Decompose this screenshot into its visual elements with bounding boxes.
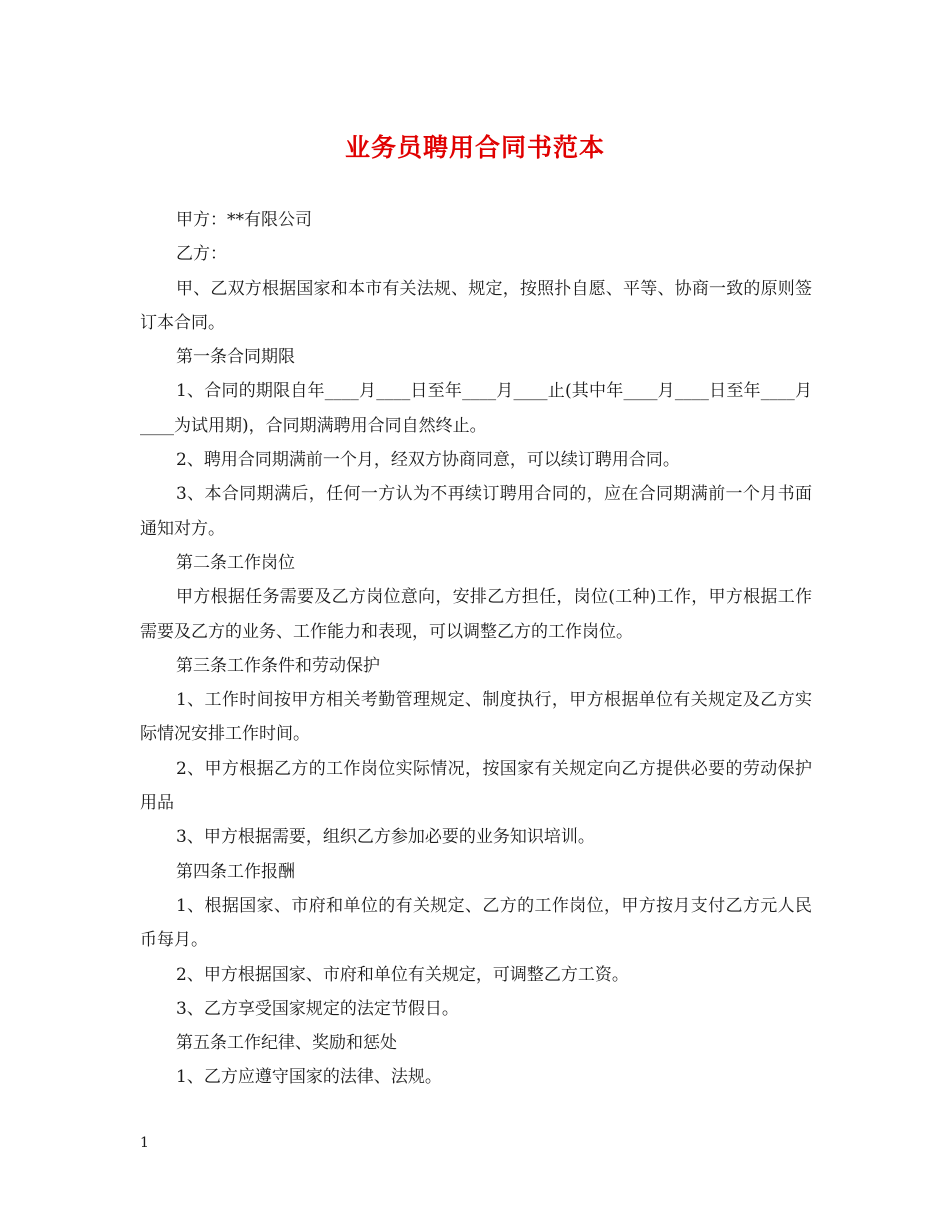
clause-paragraph: 1、合同的期限自年____月____日至年____月____止(其中年____月____日至年____月____为试用期)，合同期满聘用合同自然终止。: [140, 381, 812, 436]
page-number: 1: [140, 1135, 149, 1151]
clause-paragraph: 2、聘用合同期满前一个月，经双方协商同意，可以续订聘用合同。: [176, 450, 680, 471]
article-heading: 第五条工作纪律、奖励和惩处: [176, 1033, 397, 1054]
clause-paragraph: 3、甲方根据需要，组织乙方参加必要的业务知识培训。: [176, 827, 595, 848]
article-heading: 第二条工作岗位: [176, 552, 295, 573]
document-body: [140, 203, 812, 1095]
clause-paragraph: 2、甲方根据乙方的工作岗位实际情况，按国家有关规定向乙方提供必要的劳动保护用品: [140, 758, 812, 814]
clause-paragraph: 1、根据国家、市府和单位的有关规定、乙方的工作岗位，甲方按月支付乙方元人民币每月。: [140, 895, 812, 951]
clause-paragraph: 1、工作时间按甲方相关考勤管理规定、制度执行，甲方根据单位有关规定及乙方实际情况安排工作时间。: [140, 690, 812, 745]
party-a-line: 甲方：**有限公司: [176, 210, 312, 230]
article-heading: 第三条工作条件和劳动保护: [176, 655, 380, 676]
clause-paragraph: 甲方根据任务需要及乙方岗位意向，安排乙方担任，岗位(工种)工作，甲方根据工作需要及乙方的业务、工作能力和表现，可以调整乙方的工作岗位。: [140, 587, 812, 642]
document-title: 业务员聘用合同书范本: [344, 133, 605, 162]
clause-paragraph: 3、乙方享受国家规定的法定节假日。: [176, 998, 459, 1019]
clause-paragraph: 2、甲方根据国家、市府和单位有关规定，可调整乙方工资。: [176, 964, 629, 985]
clause-paragraph: 3、本合同期满后，任何一方认为不再续订聘用合同的，应在合同期满前一个月书面通知对方。: [140, 484, 812, 539]
clause-paragraph: 1、乙方应遵守国家的法律、法规。: [176, 1067, 442, 1088]
article-heading: 第四条工作报酬: [176, 861, 295, 882]
article-heading: 第一条合同期限: [176, 347, 295, 368]
party-b-line: 乙方：: [176, 244, 227, 265]
preamble-paragraph: 甲、乙双方根据国家和本市有关法规、规定，按照扑自愿、平等、协商一致的原则签订本合同。: [140, 278, 812, 333]
